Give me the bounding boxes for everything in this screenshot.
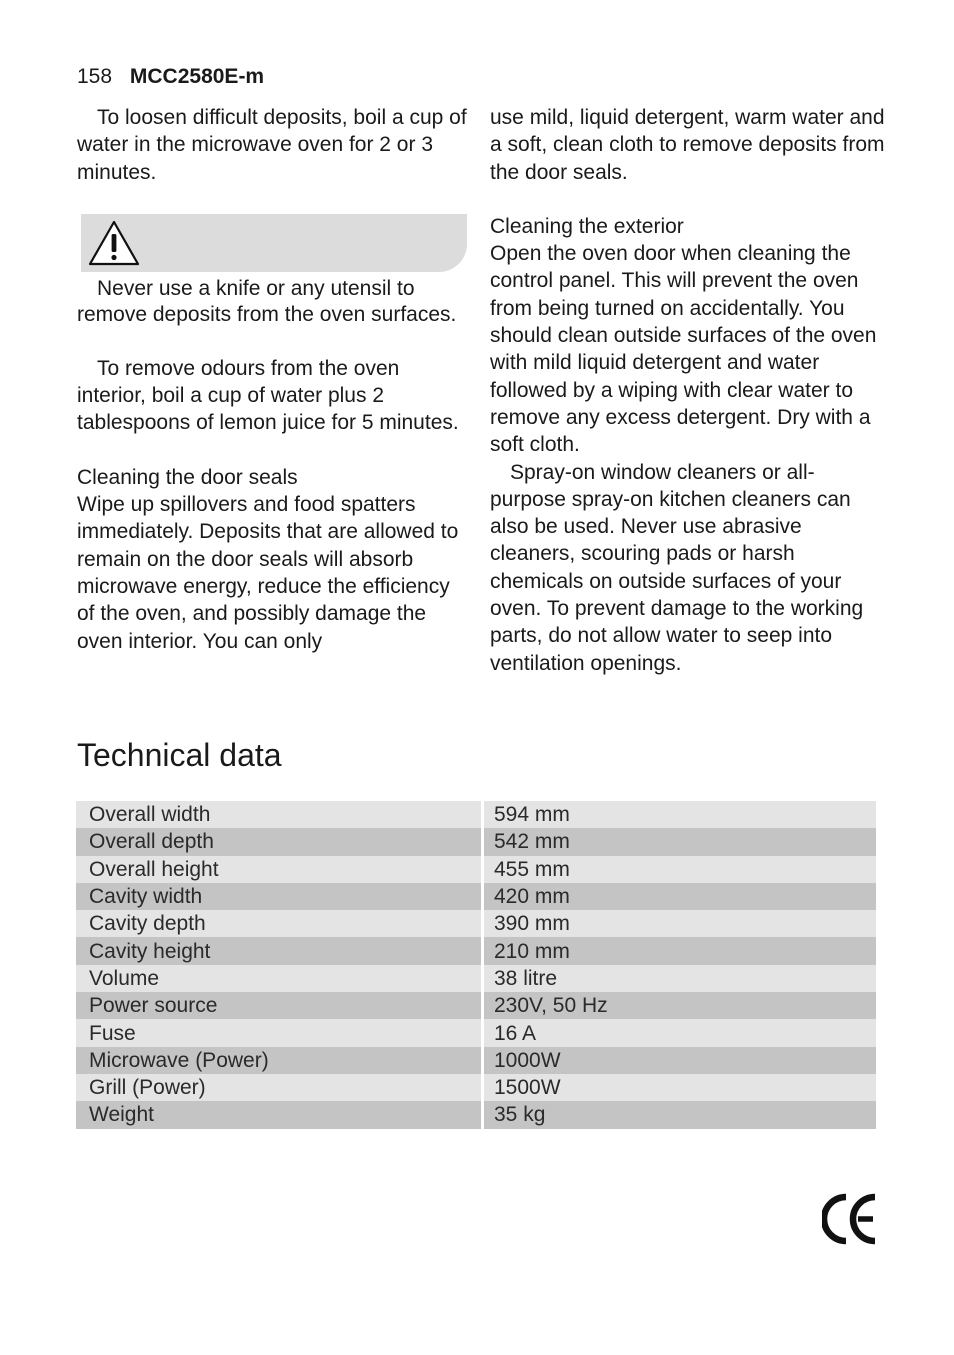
spec-label: Overall width (76, 801, 483, 828)
spec-value: 594 mm (483, 801, 877, 828)
spec-label: Fuse (76, 1019, 483, 1046)
page-number: 158 (77, 65, 113, 88)
ce-mark-icon (822, 1192, 877, 1246)
spec-value: 455 mm (483, 856, 877, 883)
table-row (76, 856, 876, 883)
warning-banner (81, 214, 467, 272)
spec-label: Volume (76, 965, 483, 992)
door-seals-text: Wipe up spillovers and food spatters immediately. Deposits that are allowed to remain on the door seals will absorb microwave energy, reduce the efficiency of the oven, and possibly damage the oven interior. You can only (77, 493, 459, 653)
table-row (76, 992, 876, 1019)
table-row (76, 1101, 876, 1128)
spec-value: 210 mm (483, 937, 877, 964)
spec-label: Grill (Power) (76, 1074, 483, 1101)
spec-label: Microwave (Power) (76, 1047, 483, 1074)
spec-value: 390 mm (483, 910, 877, 937)
table-row (76, 965, 876, 992)
spec-value: 420 mm (483, 883, 877, 910)
paragraph-door-seals-continued: use mild, liquid detergent, warm water and a soft, clean cloth to remove deposits from the door seals. (490, 106, 885, 184)
spec-value: 542 mm (483, 828, 877, 855)
spec-label: Cavity depth (76, 910, 483, 937)
spec-label: Weight (76, 1101, 483, 1128)
spec-label: Cavity height (76, 937, 483, 964)
spec-value: 35 kg (483, 1101, 877, 1128)
page-header (77, 64, 264, 90)
warning-text: Never use a knife or any utensil to remove deposits from the oven surfaces. (77, 276, 457, 326)
spec-label: Cavity width (76, 883, 483, 910)
technical-data-table (76, 801, 876, 1129)
right-column (490, 104, 885, 677)
spec-value: 1500W (483, 1074, 877, 1101)
spec-label: Power source (76, 992, 483, 1019)
paragraph-remove-odours: To remove odours from the oven interior, boil a cup of water plus 2 tablespoons of lemon juice for 5 minutes. (77, 356, 459, 435)
table-row (76, 1047, 876, 1074)
table-row (76, 1019, 876, 1046)
table-row (76, 937, 876, 964)
technical-data-title: Technical data (77, 737, 282, 773)
table-row (76, 1074, 876, 1101)
spacer (77, 328, 469, 355)
model-name: MCC2580E-m (129, 65, 265, 88)
exterior-heading: Cleaning the exterior (490, 214, 684, 238)
left-column (77, 104, 469, 655)
table-row (76, 801, 876, 828)
table-row (76, 910, 876, 937)
paragraph-loosen-deposits: To loosen difficult deposits, boil a cup of water in the microwave oven for 2 or 3 minutes. (77, 106, 467, 184)
door-seals-heading: Cleaning the door seals (77, 465, 298, 489)
warning-triangle-icon (87, 218, 141, 268)
exterior-text: Open the oven door when cleaning the control panel. This will prevent the oven from being turned on accidentally. You should clean outside surfaces of the oven with mild liquid detergent and water followed by a wiping with clear water to remove any excess detergent. Dry with a soft cloth. (490, 242, 877, 457)
spec-value: 38 litre (483, 965, 877, 992)
table-row (76, 883, 876, 910)
exterior-text-2: Spray-on window cleaners or all-purpose spray-on kitchen cleaners can also be used. Never use abrasive cleaners, scouring pads or harsh chemicals on outside surfaces of your oven. To prevent damage to the working parts, do not allow water to seep into ventilation openings. (490, 460, 864, 675)
spec-value: 1000W (483, 1047, 877, 1074)
spec-label: Overall depth (76, 828, 483, 855)
spacer (77, 437, 469, 464)
table-row (76, 828, 876, 855)
spec-label: Overall height (76, 856, 483, 883)
spacer (490, 186, 885, 213)
spec-value: 230V, 50 Hz (483, 992, 877, 1019)
spec-value: 16 A (483, 1019, 877, 1046)
